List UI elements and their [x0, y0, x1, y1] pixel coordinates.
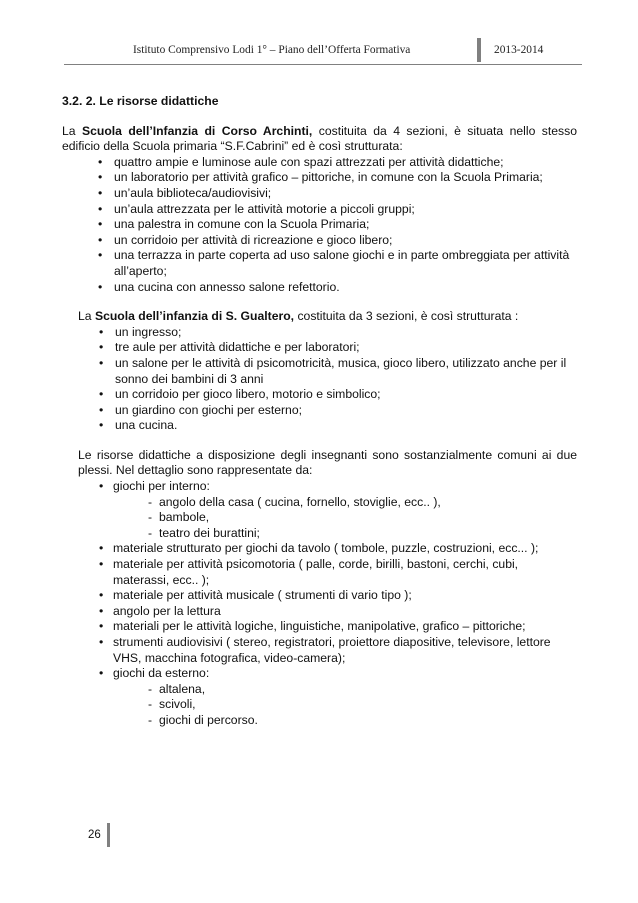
intro1-pre: La — [62, 123, 82, 138]
list-s-gualtero — [78, 325, 577, 434]
header-divider — [477, 38, 481, 62]
header-rule — [64, 64, 582, 65]
sub-list-item: - teatro dei burattini; — [113, 526, 577, 542]
intro-corso-archinti — [62, 124, 577, 155]
page-number: 26 — [88, 829, 101, 841]
list-item: • una cucina. — [78, 418, 577, 434]
list-item: • materiale per attività psicomotoria ( palle, corde, birilli, bastoni, cerchi, cubi, materassi, ecc.. ); — [78, 557, 577, 588]
sub-list-item: - scivoli, — [113, 697, 577, 713]
document-body — [62, 94, 577, 729]
list-item: • un’aula biblioteca/audiovisivi; — [62, 186, 577, 202]
list-corso-archinti — [62, 155, 577, 295]
list-item-text: giochi da esterno: — [113, 666, 210, 681]
list-item: • un ingresso; — [78, 325, 577, 341]
intro1-post: costituita da 4 sezioni, è situata nello stesso edificio della Scuola primaria “S.F.Cabrini” ed è così strutturata: — [62, 123, 577, 154]
sub-list-item: - bambole, — [113, 510, 577, 526]
list-item: • un corridoio per attività di ricreazione e gioco libero; — [62, 233, 577, 249]
sub-list-item: - altalena, — [113, 682, 577, 698]
list-item: • angolo per la lettura — [78, 604, 577, 620]
list-item: • un’aula attrezzata per le attività motorie a piccoli gruppi; — [62, 202, 577, 218]
list-resources — [78, 479, 577, 729]
section-s-gualtero — [62, 309, 577, 728]
header-title: Istituto Comprensivo Lodi 1° – Piano dell’Offerta Formativa — [133, 44, 411, 56]
list-item: • materiali per le attività logiche, linguistiche, manipolative, grafico – pittoriche; — [78, 619, 577, 635]
intro2-post: costituita da 3 sezioni, è così strutturata : — [294, 309, 519, 324]
list-item: • tre aule per attività didattiche e per laboratori; — [78, 340, 577, 356]
intro2-bold: Scuola dell’infanzia di S. Gualtero, — [94, 309, 295, 324]
list-item-text: giochi per interno: — [113, 479, 210, 494]
section-heading: 3.2. 2. Le risorse didattiche — [62, 94, 219, 108]
list-item: • un salone per le attività di psicomotricità, musica, gioco libero, utilizzato anche per il sonno dei bambini di 3 anni — [78, 356, 577, 387]
sub-list-item: - giochi di percorso. — [113, 713, 577, 729]
list-item: • materiale strutturato per giochi da tavolo ( tombole, puzzle, costruzioni, ecc... ); — [78, 541, 577, 557]
list-item: • una terrazza in parte coperta ad uso salone giochi e in parte ombreggiata per attività all’aperto; — [62, 248, 577, 279]
header-year: 2013-2014 — [494, 44, 544, 56]
list-item — [78, 666, 577, 728]
intro-s-gualtero — [78, 309, 577, 325]
list-item: • una palestra in comune con la Scuola Primaria; — [62, 217, 577, 233]
sub-list — [113, 682, 577, 729]
intro1-bold: Scuola dell’Infanzia di Corso Archinti, — [81, 123, 313, 138]
intro2-pre: La — [78, 309, 95, 324]
list-item: • un laboratorio per attività grafico – pittoriche, in comune con la Scuola Primaria; — [62, 170, 577, 186]
resources-paragraph: Le risorse didattiche a disposizione degli insegnanti sono sostanzialmente comuni ai due plessi. Nel dettaglio sono rappresentate da: — [78, 447, 577, 478]
list-item: • un giardino con giochi per esterno; — [78, 403, 577, 419]
page-header — [112, 38, 582, 62]
sub-list-item: - angolo della casa ( cucina, fornello, stoviglie, ecc.. ), — [113, 495, 577, 511]
sub-list — [113, 495, 577, 542]
list-item: • quattro ampie e luminose aule con spazi attrezzati per attività didattiche; — [62, 155, 577, 171]
list-item: • un corridoio per gioco libero, motorio e simbolico; — [78, 387, 577, 403]
list-item: • materiale per attività musicale ( strumenti di vario tipo ); — [78, 588, 577, 604]
list-item: • una cucina con annesso salone refettorio. — [62, 280, 577, 296]
footer-divider — [107, 823, 110, 847]
list-item: • strumenti audiovisivi ( stereo, registratori, proiettore diapositive, televisore, lettore VHS, macchina fotografica, video-camera); — [78, 635, 577, 666]
list-item — [78, 479, 577, 541]
